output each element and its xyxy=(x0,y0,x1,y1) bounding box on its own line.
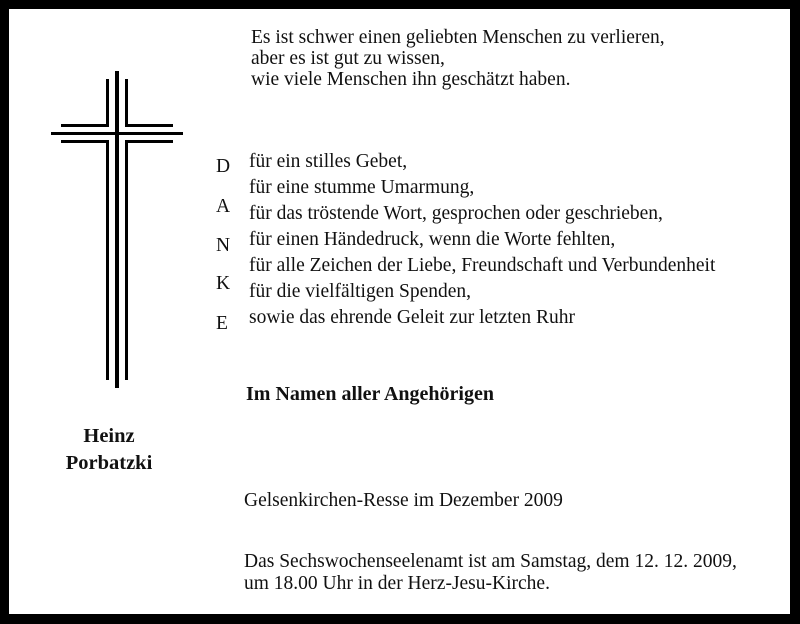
place-date: Gelsenkirchen-Resse im Dezember 2009 xyxy=(244,490,563,511)
danke-letter-e: E xyxy=(216,313,228,334)
thanks-line: für ein stilles Gebet, xyxy=(249,151,408,172)
mass-line: Das Sechswochenseelenamt ist am Samstag, dem 12. 12. 2009, xyxy=(244,551,737,572)
mass-line: um 18.00 Uhr in der Herz-Jesu-Kirche. xyxy=(244,573,550,594)
danke-letter-k: K xyxy=(216,273,231,294)
danke-letter-d: D xyxy=(216,156,231,177)
memorial-mass-notice xyxy=(244,551,737,595)
intro-line: Es ist schwer einen geliebten Menschen zu verlieren, xyxy=(251,27,665,48)
deceased-name xyxy=(9,423,209,477)
intro-quote xyxy=(251,27,665,90)
deceased-last-name: Porbatzki xyxy=(65,452,153,474)
deceased-first-name: Heinz xyxy=(83,425,135,447)
thanks-line: für das tröstende Wort, gesprochen oder geschrieben, xyxy=(249,203,663,224)
danke-letter-a: A xyxy=(216,196,231,217)
thanks-line: für die vielfältigen Spenden, xyxy=(249,281,472,302)
danke-letter-n: N xyxy=(216,235,231,256)
intro-line: wie viele Menschen ihn geschätzt haben. xyxy=(251,69,571,90)
thanks-line: für alle Zeichen der Liebe, Freundschaft und Verbundenheit xyxy=(249,255,716,276)
thanks-line: sowie das ehrende Geleit zur letzten Ruhr xyxy=(249,307,575,328)
thanks-list xyxy=(249,149,715,331)
thanks-line: für eine stumme Umarmung, xyxy=(249,177,475,198)
thanks-line: für einen Händedruck, wenn die Worte fehlten, xyxy=(249,229,616,250)
intro-line: aber es ist gut zu wissen, xyxy=(251,48,445,69)
signature: Im Namen aller Angehörigen xyxy=(246,383,494,405)
